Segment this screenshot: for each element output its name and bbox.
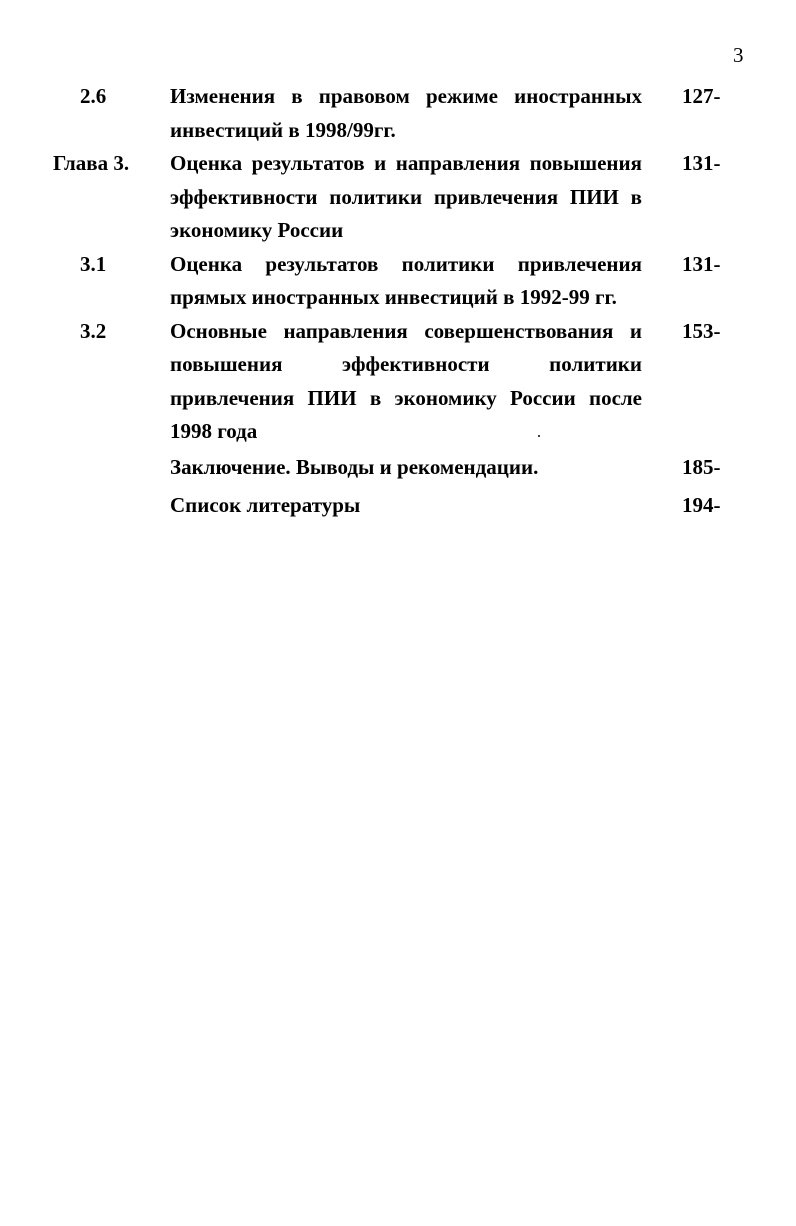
toc-entry-number: 2.6: [80, 84, 107, 108]
toc-entry-page: 127-: [682, 84, 721, 108]
toc-entry-page: 131-: [682, 251, 721, 276]
table-of-contents: [0, 80, 796, 523]
toc-entry-number: Глава 3.: [53, 151, 130, 175]
toc-entry-3-1: [0, 248, 796, 315]
toc-entry-title: Список литературы: [170, 493, 361, 517]
toc-entry-title: Оценка результатов политики привлечения прямых иностранных инвестиций в 1992-99 гг.: [170, 251, 642, 309]
toc-entry-title: Заключение. Выводы и рекомендации.: [170, 454, 539, 479]
toc-entry-number: 3.1: [80, 251, 107, 276]
toc-entry-title: Основные направления совершенствования и повышения эффективности политики привлечения ПИИ в экономику России после 1998 года: [170, 318, 642, 443]
toc-entry-page: 185-: [682, 454, 721, 479]
toc-entry-title: Изменения в правовом режиме иностранных инвестиций в 1998/99гг.: [170, 84, 642, 142]
toc-entry-3-2: [0, 315, 796, 449]
toc-entry-page: 194-: [682, 493, 721, 517]
toc-entry-bibliography: [0, 489, 796, 523]
toc-entry-chapter-3: [0, 147, 796, 248]
toc-entry-number: 3.2: [80, 318, 107, 343]
toc-entry-title: Оценка результатов и направления повышения эффективности политики привлечения ПИИ в экономику России: [170, 151, 642, 242]
toc-entry-conclusion: [0, 451, 796, 485]
toc-entry-page: 153-: [682, 318, 721, 343]
toc-entry-2-6: [0, 80, 796, 147]
toc-entry-page: 131-: [682, 151, 721, 175]
scan-speck: [538, 435, 540, 437]
page-number: 3: [733, 43, 744, 67]
